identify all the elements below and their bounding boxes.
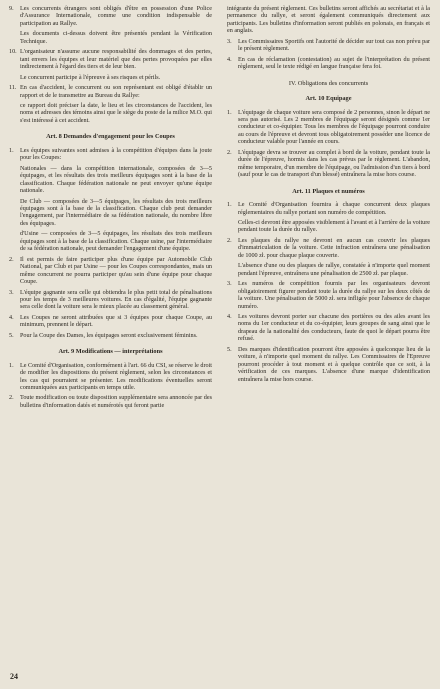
item-number: 4.: [9, 314, 14, 321]
item-paragraph: [9, 231, 212, 253]
item-text: Celles-ci devront être apposées visiblement à l'avant et à l'arrière de la voiture pendant toute la durée du rallye.: [238, 219, 430, 234]
numbered-item: [9, 6, 212, 28]
item-text: Les voitures devront porter sur chacune des portières ou des ailes avant les noms du 1er conducteur et du co-équipier, leurs groupes de sang ainsi que le drapeau de la nationalité des conducteurs, faute de quoi le départ pourra être refusé.: [238, 313, 430, 343]
left-column: [9, 6, 212, 413]
numbered-item: [9, 333, 212, 340]
item-number: 2.: [9, 395, 14, 402]
item-text: En cas de réclamation (contestation) au sujet de l'interprétation du présent règlement, seul le texte rédigé en langue française fera foi.: [238, 56, 430, 71]
art11-heading: Art. 11 Plaques et numéros: [292, 187, 365, 195]
item-paragraph: [227, 220, 430, 235]
art9-items: [9, 363, 212, 411]
numbered-item: [9, 148, 212, 163]
right-column: [227, 6, 430, 387]
numbered-item: [9, 290, 212, 312]
numbered-item: [227, 202, 430, 217]
item-text: Les documents ci-dessus doivent être présentés pendant la Vérification Technique.: [20, 31, 212, 45]
item-number: 10.: [9, 49, 17, 56]
item-number: 4.: [227, 56, 232, 63]
art7-items: [9, 6, 212, 125]
art9-items-continued: [227, 39, 430, 72]
item-text: Nationales — dans la compétition internationale, composées de 3—5 équipages, et les résultats des trois meilleurs équipages sont à la base de la classification. Chaque fédération nationale ne peut envoyer qu'une équipe nationale.: [20, 165, 212, 195]
item-paragraph: [9, 103, 212, 125]
item-number: 3.: [9, 289, 14, 296]
numbered-item: [227, 314, 430, 344]
item-number: 1.: [227, 202, 232, 209]
item-text: Les équipes suivantes sont admises à la compétition d'équipes dans la joute pour les Coupes:: [20, 147, 212, 162]
item-text: De Club — composées de 3—5 équipages, les résultats des trois meilleurs équipages sont à la base de la classification. Chaque club peut demander l'engagement, par l'intermédiaire de sa fédération nationale, du nombre libre des équipages.: [20, 198, 212, 227]
item-text: L'absence d'une ou des plaques de rallye, constatée à n'importe quel moment pendant l'épreuve, entraînera une pénalisation de 2500 zł. par plaque.: [238, 263, 430, 277]
item-text: L'organisateur n'assume aucune responsabilité des dommages et des pertes, tant envers les équipes et leur matériel que des pertes provoquées par elles indirectement à l'égard des tiers et de leur bien.: [20, 49, 212, 71]
item-number: 2.: [9, 256, 14, 263]
item-text: Toute modification ou toute disposition supplémentaire sera annoncée par des bulletins d'information datés et numérotés qui feront partie: [20, 395, 212, 409]
continuation-paragraph: intégrante du présent règlement. Ces bulletins seront affichés au secrétariat et à la permanence du rallye, et seront également communiqués directement aux participants. Les bulletins d'information seront publiés en polonais, en français et en anglais.: [227, 6, 430, 35]
item-paragraph: [9, 166, 212, 196]
item-number: 1.: [9, 362, 14, 369]
item-text: Les numéros de compétition fournis par les organisateurs devront obligatoirement figurer pendant toute la durée du rallye sur les deux côtés de la voiture. Une pénalisation de 5000 zł. sera infligée pour l'absence de chaque numéro.: [238, 281, 430, 310]
item-number: 1.: [9, 147, 14, 154]
numbered-item: [227, 150, 430, 180]
item-text: d'Usine — composées de 3—5 équipages, les résultats des trois meilleurs équipages sont à la base de la classification. Chaque usine, par l'intermédiaire de sa fédération nationale, peut demander l'engagement d'une équipe.: [20, 231, 212, 253]
art11-items: [227, 202, 430, 384]
item-text: Le Comité d'Organisation fournira à chaque concurrent deux plaques réglementaires du rallye portant son numéro de compétition.: [238, 202, 430, 216]
numbered-item: [9, 85, 212, 100]
art8-heading: Art. 8 Demandes d'engagement pour les Coupes: [46, 133, 175, 141]
numbered-item: [9, 257, 212, 287]
item-text: L'équipe gagnante sera celle qui obtiendra le plus petit total de pénalisations pour les temps de 3 meilleures voitures. En cas d'égalité, l'équipe gagnante sera celle dont la voiture sera le mieux placée au classement général.: [20, 289, 212, 311]
item-text: En cas d'accident, le concurrent ou son représentant est obligé d'établir un rapport et de le transmettre au Bureau du Rallye:: [20, 85, 212, 99]
art8-items: [9, 148, 212, 340]
art10-heading: Art. 10 Equipage: [305, 95, 352, 103]
numbered-item: [227, 281, 430, 311]
item-number: 2.: [227, 149, 232, 156]
page-number: 24: [10, 672, 18, 681]
numbered-item: [9, 395, 212, 410]
art9-heading: Art. 9 Modifications — interprétations: [58, 348, 163, 356]
numbered-item: [227, 347, 430, 384]
section-heading: IV. Obligations des concurrents: [288, 79, 369, 87]
item-paragraph: [227, 263, 430, 278]
numbered-item: [227, 39, 430, 54]
art10-items: [227, 110, 430, 180]
item-text: Les Commissaires Sportifs ont l'autorité de décider sur tout cas non prévu par le présent règlement.: [238, 38, 430, 53]
item-number: 5.: [9, 332, 14, 339]
item-text: Les concurrents étrangers sont obligés d'être en possession d'une Police d'Assurance Internationale, comme une condition indispensable de participation au Rallye.: [20, 6, 212, 27]
numbered-item: [227, 57, 430, 72]
item-number: 3.: [227, 281, 232, 288]
item-number: 9.: [9, 6, 14, 12]
item-text: Les plaques du rallye ne devront en aucun cas couvrir les plaques d'immatriculation de la voiture. Cette infraction entraînera une pénalisation de 1000 zł. pour chaque plaque couverte.: [238, 237, 430, 259]
item-text: Les Coupes ne seront attribuées que si 3 équipes pour chaque Coupe, au minimum, prennent le départ.: [20, 314, 212, 329]
item-number: 11.: [9, 85, 17, 92]
item-text: Le Comité d'Organisation, conformément à l'art. 66 du CSI, se réserve le droit de modifier les dispositions du présent règlement, selon les circonstances et les cas qui pourraient se présenter. Les modifications éventuelles seront communiquées aux participants en temps utile.: [20, 362, 212, 392]
numbered-item: [227, 238, 430, 260]
item-number: 5.: [227, 346, 232, 353]
numbered-item: [9, 49, 212, 71]
item-text: Il est permis de faire participer plus d'une équipe par Automobile Club National, par Club et par Usine — pour les Coupes correspondantes, mais un même concurrent ne pourra participer qu'au sein d'une équipe pour chaque Coupe.: [20, 256, 212, 286]
item-number: 3.: [227, 38, 232, 45]
item-text: Pour la Coupe des Dames, les équipages seront exclusivement féminins.: [20, 332, 198, 339]
item-text: Des marques d'identification pourront être apposées à quelconque lieu de la voiture, à n'importe quel moment du rallye. Les Commissaires de l'Epreuve pourront procéder à tout moment et à quelque contrôle que ce soit, à la vérification de ces marques. L'absence d'une marque d'identification entraînera la mise hors course.: [238, 346, 430, 383]
item-number: 2.: [227, 237, 232, 244]
numbered-item: [9, 363, 212, 393]
numbered-item: [227, 110, 430, 147]
item-text: L'équipage devra se trouver au complet à bord de la voiture, pendant toute la durée de l'épreuve, hormis dans les cas prévus par le règlement. L'abandon, même temporaire, d'un membre de l'équipage, ou l'admission d'un tiers à bord (sauf pour le cas de transport d'un blessé) entraînera la mise hors course.: [238, 149, 430, 179]
item-paragraph: [9, 75, 212, 82]
numbered-item: [9, 315, 212, 330]
item-paragraph: [9, 199, 212, 229]
item-text: ce rapport doit préciser la date, le lieu et les circonstances de l'accident, les noms et adresses des témoins ainsi que le siège du poste de la milice M.O. qui s'est intéressé à cet accident.: [20, 102, 212, 124]
item-text: Le concurrent participe à l'épreuve à ses risques et périls.: [20, 74, 161, 81]
item-text: L'équipage de chaque voiture sera composé de 2 personnes, sinon le départ ne sera pas autorisé. Les 2 membres de l'équipage seront désignés comme 1er conducteur et co-équipier. Tous les membres de l'équipage pourront conduire au cours de l'épreuve et devront tous obligatoirement posséder une licence de conducteur valable pour l'année en cours.: [238, 109, 430, 146]
item-number: 4.: [227, 313, 232, 320]
item-paragraph: [9, 31, 212, 46]
item-number: 1.: [227, 109, 232, 116]
